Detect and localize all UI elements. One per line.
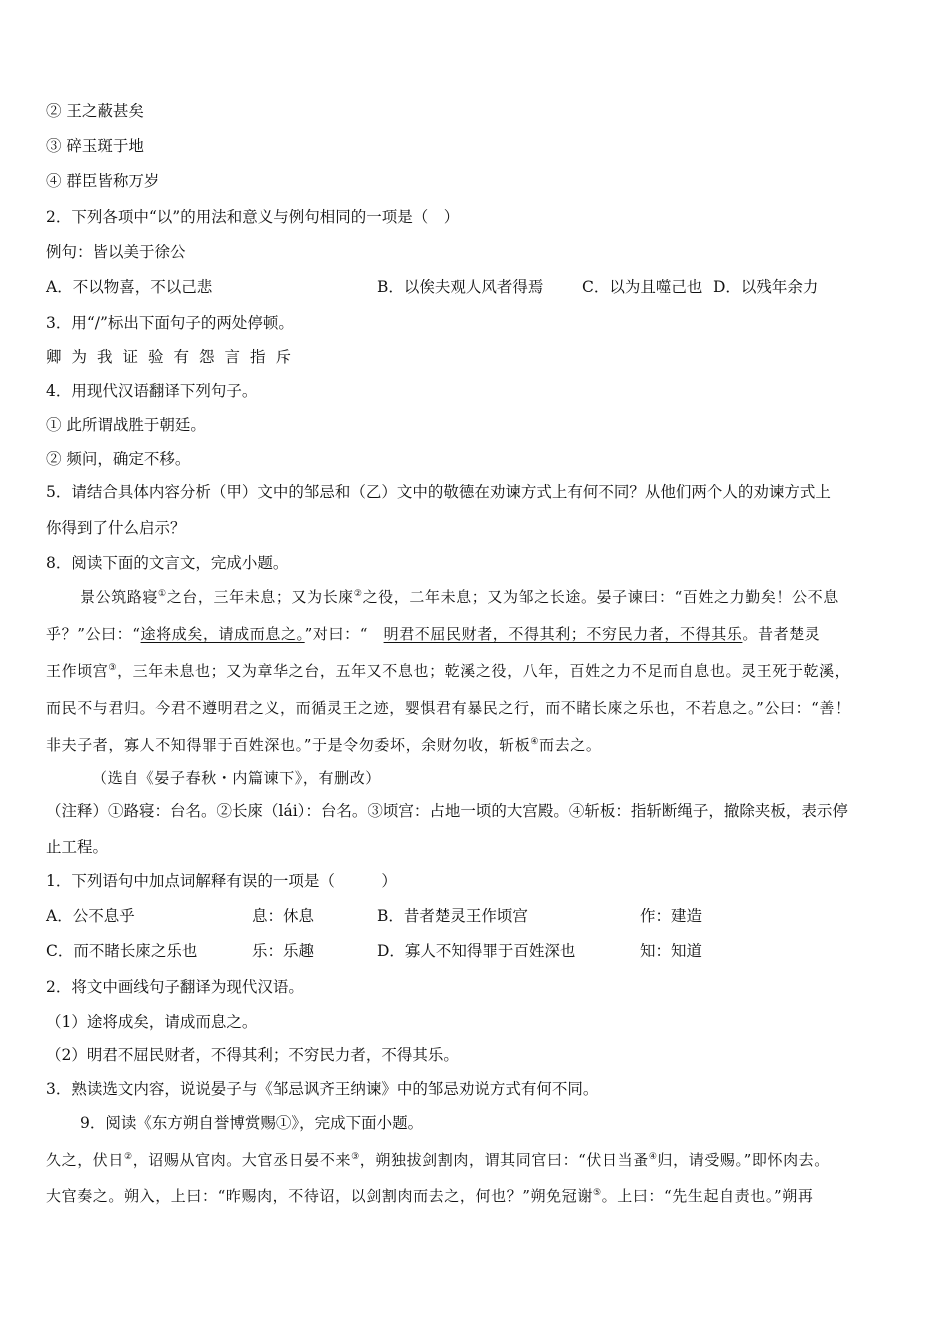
question-stem: 3．用“/”标出下面句子的两处停顿。	[46, 314, 294, 332]
option-d-definition: 知：知道	[640, 942, 703, 960]
underlined-sentence: 明君不屈民财者，不得其利；不穷民力者，不得其乐	[383, 625, 743, 643]
question-stem-cont: 你得到了什么启示？	[46, 519, 186, 537]
passage-line: 非夫子者，寡人不知得罪于百姓深也。”于是令勿委坏，余财勿收，斩板④而去之。	[46, 736, 602, 754]
note-marker: ③	[108, 663, 118, 673]
section-heading: 8．阅读下面的文言文，完成小题。	[46, 554, 289, 572]
note-marker: ④	[648, 1152, 658, 1162]
passage-line: 而民不与君归。今君不遵明君之义，而循灵王之迹，婴惧君有暴民之行，而不睹长庲之乐也，不若息之。”公曰：“善！	[46, 699, 851, 717]
option-d: D．寡人不知得罪于百姓深也	[377, 942, 576, 960]
note-marker: ③	[351, 1152, 360, 1162]
option-b-definition: 作：建造	[640, 907, 703, 925]
passage-line: 景公筑路寝①之台，三年未息；又为长庲②之役，二年未息；又为邹之长途。晏子谏曰：“百姓之力勤矣！公不息	[80, 588, 839, 606]
question-stem: 4．用现代汉语翻译下列句子。	[46, 382, 258, 400]
option-c: C．以为且噬己也	[582, 278, 703, 296]
note-marker: ①	[158, 589, 167, 599]
section-heading: 9．阅读《东方朔自誉博赏赐①》，完成下面小题。	[80, 1114, 424, 1132]
note-marker: ②	[353, 589, 363, 599]
option-b: B．昔者楚灵王作顷宫	[377, 907, 528, 925]
list-item: ④ 群臣皆称万岁	[46, 172, 160, 190]
list-item: ① 此所谓战胜于朝廷。	[46, 416, 206, 434]
list-item: （1）途将成矣，请成而息之。	[46, 1013, 258, 1031]
option-d: D．以残年余力	[713, 278, 819, 296]
question-stem: 1．下列语句中加点词解释有误的一项是（ ）	[46, 872, 397, 890]
option-a: A．公不息乎	[46, 907, 135, 925]
list-item: ③ 碎玉斑于地	[46, 137, 144, 155]
note-marker: ⑤	[592, 1188, 602, 1198]
note-marker: ②	[124, 1152, 133, 1162]
option-a: A．不以物喜，不以己悲	[46, 278, 213, 296]
question-stem: 2．下列各项中“以”的用法和意义与例句相同的一项是（ ）	[46, 208, 460, 226]
list-item: ② 频问，确定不移。	[46, 450, 191, 468]
list-item: ② 王之蔽甚矣	[46, 102, 144, 120]
underlined-sentence: 途将成矣，请成而息之。	[140, 625, 305, 643]
example-sentence: 例句：皆以美于徐公	[46, 243, 186, 261]
passage-line: 久之，伏日②，诏赐从官肉。大官丞日晏不来③，朔独拔剑割肉，谓其同官曰：“伏日当蚤④归，请受赐。”即怀肉去。	[46, 1151, 830, 1169]
passage-line: 大官奏之。朔入，上曰：“昨赐肉，不待诏，以剑割肉而去之，何也？”朔免冠谢⑤。上曰：“先生起自责也。”朔再	[46, 1187, 814, 1205]
option-c: C．而不睹长庲之乐也	[46, 942, 198, 960]
notes-cont: 止工程。	[46, 838, 109, 856]
notes: （注释）①路寝：台名。②长庲（lái）：台名。③顷宫：占地一顷的大宫殿。④斩板：指斩断绳子，撤除夹板，表示停	[46, 802, 848, 820]
passage-line: 乎？”公曰：“途将成矣，请成而息之。”对曰：“ 明君不屈民财者，不得其利；不穷民力者，不得其乐。昔者楚灵	[46, 625, 821, 643]
option-b: B．以俟夫观人风者得焉	[377, 278, 544, 296]
passage-source: （选自《晏子春秋・内篇谏下》，有删改）	[92, 769, 381, 787]
option-c-definition: 乐：乐趣	[252, 942, 315, 960]
question-stem: 2．将文中画线句子翻译为现代汉语。	[46, 978, 304, 996]
question-stem: 3．熟读选文内容，说说晏子与《邹忌讽齐王纳谏》中的邹忌劝说方式有何不同。	[46, 1080, 599, 1098]
note-marker: ④	[530, 737, 540, 747]
passage-line: 王作顷宫③，三年未息也；又为章华之台，五年又不息也；乾溪之役，八年，百姓之力不足而自息也。灵王死于乾溪，	[46, 662, 851, 680]
pause-sentence: 卿为我证验有怨言指斥	[46, 348, 302, 366]
list-item: （2）明君不屈民财者，不得其利；不穷民力者，不得其乐。	[46, 1046, 459, 1064]
option-a-definition: 息：休息	[252, 907, 315, 925]
question-stem: 5．请结合具体内容分析（甲）文中的邹忌和（乙）文中的敬德在劝谏方式上有何不同？从他们两个人的劝谏方式上	[46, 483, 831, 501]
